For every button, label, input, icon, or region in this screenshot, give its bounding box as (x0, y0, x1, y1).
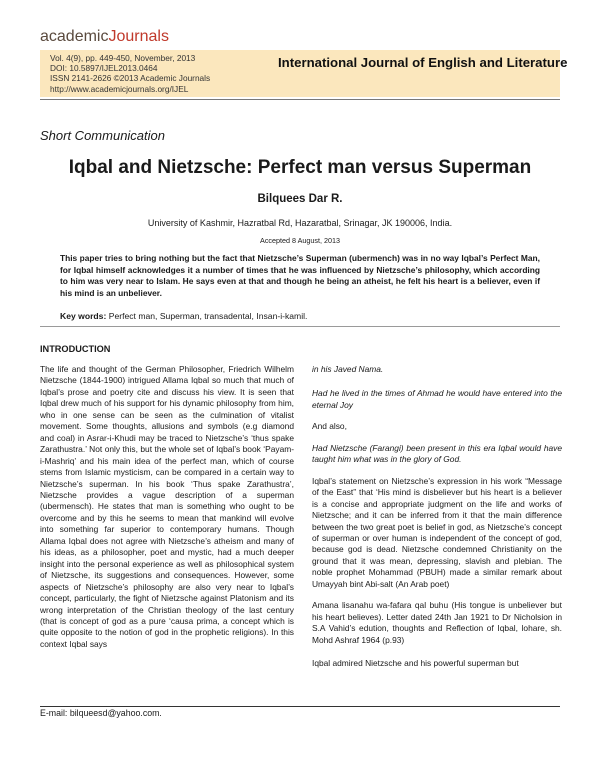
quote-paragraph: Had he lived in the times of Ahmad he would have entered into the eternal Joy (312, 388, 562, 410)
logo-text-academic: academic (40, 28, 109, 45)
body-paragraph: The life and thought of the German Philosopher, Friedrich Wilhelm Nietzsche (1844-1900) intrigued Allama Iqbal so much that much of Iqbal’s prose and poetry cite and discuss his view. It is seen that Iqbal drew much of his support for his dynamic philosophy from him, who in one sense can be seen as the culmination of vitalist movement. Some thoughts, allusions and symbols (e.g diamond and coal) in Asrar-i-Khudi may be traced to Nietzsche’s ‘thus spake Zarathustra.’ Not only this, but the whole set of Iqbal’s book ‘Payam-i-Mashriq’ and his main idea of the perfect man, which of course stems from Islamic mysticism, can be compared in a certain way to Nietzsche’s superman. In his book ‘Thus spake Zarathustra’, Nietzsche provides a vague description of a superman (ubermensch). He states that man is something who ought to be overcome and by this he seems to mean that mankind will evolve into something far superior to contemporary humans. Though Allama Iqbal does not agree with Nietzsche’s atheism and many of his ideas, as a philosopher, poet and mystic, had a much deeper insight into the personal experience as well as philosophical system of Nietzsche, its suggestions and consequences. However, some aspects of Nietzsche’s philosophy are also very near to Iqbal’s concept, particularly, the fight of Nietzsche against Platonism and its wrong interpretation of the Christian theology of the last century (that is concept of god as a pure ‘causa prima, a concept which is quite opposite to the notion of god in the prophetic religions). In this context Iqbal says (40, 364, 294, 649)
meta-doi: DOI: 10.5897/IJEL2013.0464 (50, 63, 158, 74)
meta-issn: ISSN 2141-2626 ©2013 Academic Journals (50, 73, 211, 84)
abstract: This paper tries to bring nothing but the fact that Nietzsche’s Superman (ubermench) was in no way Iqbal’s Perfect Man, for Iqbal himself acknowledges it a number of times that he was influenced by Nietzsche’s philosophy, which according to him was very near to Islam. He says even at that and though he being an atheist, he felt his heart is a believer, even if his mind is an unbeliever. (60, 253, 540, 298)
article-meta (50, 53, 210, 94)
meta-volume: Vol. 4(9), pp. 449-450, November, 2013 (50, 53, 196, 63)
author-email[interactable]: E-mail: bilqueesd@yahoo.com. (40, 708, 162, 718)
keywords-label: Key words: (60, 311, 107, 321)
right-column (312, 364, 562, 670)
keywords-list: Perfect man, Superman, transadental, Insan-i-kamil. (106, 311, 308, 321)
left-column (40, 364, 294, 650)
author-affiliation: University of Kashmir, Hazratbal Rd, Hazaratbal, Srinagar, JK 190006, India. (147, 218, 453, 228)
logo-text-journals: Journals (108, 28, 169, 45)
body-paragraph: Amana lisanahu wa-fafara qal buhu (His tongue is unbeliever but his heart believes). Letter dated 24th Jan 1921 to Dr Nicholsion in S.A Vahid’s edution, thoughts and Reflection of Iqbal, lohare, sh. Mohd Ashraf 1964 (p.93) (312, 600, 562, 645)
article-author: Bilquees Dar R. (257, 193, 343, 205)
accepted-date: Accepted 8 August, 2013 (260, 236, 340, 245)
abstract-rule (40, 326, 560, 327)
publisher-logo (40, 28, 169, 46)
body-paragraph: Iqbal admired Nietzsche and his powerful superman but (312, 658, 519, 669)
quote-paragraph: Had Nietzsche (Farangi) been present in this era Iqbal would have taught him what was in the glory of God. (312, 442, 562, 465)
section-type: Short Communication (40, 128, 165, 143)
body-paragraph: And also, (312, 421, 347, 432)
body-paragraph: Iqbal’s statement on Nietzsche’s expression in his work “Message of the East” that ‘His mind is disbeliever but his heart is a believer is a concise and appropriate judgment on the life and works of Nietzsche; and it can be inferred from it that the main difference between the two great poet is belief in god, as Nietzsche’s concept of superman or over human is independent of the concept of god, because god is dead. Nietzsche condemned Christianity on the ground that it was mean, depressing, slavish and plebian. The noble prophet Mohammad (PBUH) made a similar remark about Umayyah bint Abi-salt (An Arab poet) (312, 475, 562, 589)
footer-rule (40, 706, 560, 707)
body-paragraph: in his Javed Nama. (312, 364, 384, 374)
journal-name: International Journal of English and Literature (278, 55, 568, 70)
keywords (60, 311, 307, 321)
meta-url[interactable]: http://www.academicjournals.org/IJEL (50, 83, 189, 94)
header-rule (40, 99, 560, 100)
article-title: Iqbal and Nietzsche: Perfect man versus Superman (68, 157, 532, 178)
introduction-heading: INTRODUCTION (40, 344, 111, 354)
